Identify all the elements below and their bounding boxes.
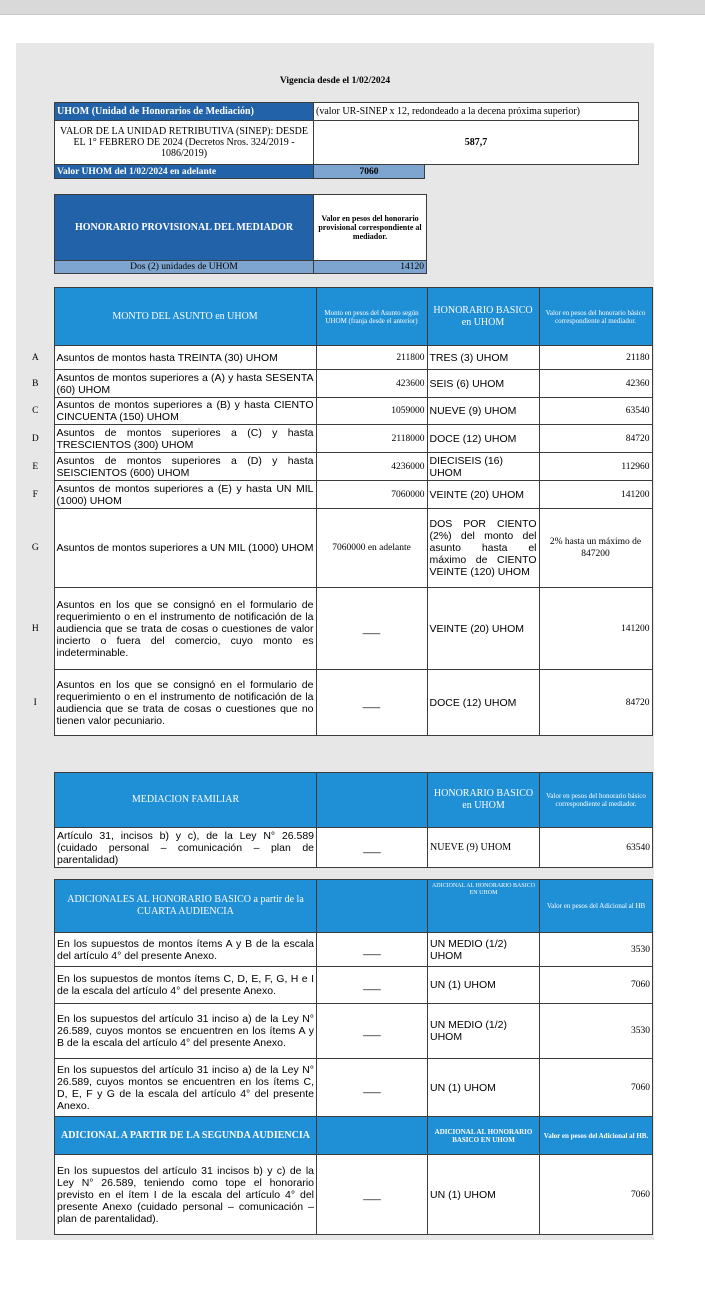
row-valor: 84720 [539,425,652,453]
provisional-col-header: Valor en pesos del honorario provisional correspondiente al mediador. [314,195,427,261]
row-desc: Asuntos de montos superiores a UN MIL (1000) UHOM [54,509,316,588]
sinep-label: VALOR DE LA UNIDAD RETRIBUTIVA (SINEP): DESDE EL 1° FEBRERO DE 2024 (Decretos Nros. 324/2019 - 1086/2019) [55,121,314,165]
escala-header-monto: MONTO DEL ASUNTO en UHOM [54,288,316,346]
sinep-value: 587,7 [314,121,639,165]
row-honorario: VEINTE (20) UHOM [427,481,539,509]
adicional-valor: 3530 [540,933,653,967]
row-honorario: SEIS (6) UHOM [427,370,539,398]
row-desc: Asuntos de montos superiores a (D) y hasta SEISCIENTOS (600) UHOM [54,453,316,481]
familiar-hb-header: HONORARIO BASICO en UHOM [428,773,540,828]
segunda-desc: En los supuestos del artículo 31 incisos b) y c) de la Ley N° 26.589, teniendo como tope el honorario previsto en el ítem I de la escala del artículo 4° del presente Anexo (cuidado personal – comunicación – plan de parentalidad). [55,1155,317,1235]
adicional-desc: En los supuestos de montos ítems A y B de la escala del artículo 4° del presente Anexo. [55,933,317,967]
adicional-honorario: UN MEDIO (1/2) UHOM [428,1004,540,1059]
row-honorario: TRES (3) UHOM [427,346,539,370]
familiar-pesos: ___ [317,828,428,868]
row-letter: A [17,346,54,370]
row-pesos: 1059000 [316,398,427,425]
row-letter: F [17,481,54,509]
row-letter: B [17,370,54,398]
adicional-pesos: ___ [317,1059,428,1117]
segunda-hb-header: ADICIONAL AL HONORARIO BASICO EN UHOM [428,1117,540,1155]
provisional-title: HONORARIO PROVISIONAL DEL MEDIADOR [55,195,314,261]
row-valor: 141200 [539,481,652,509]
row-pesos: 2118000 [316,425,427,453]
segunda-header-empty [317,1117,428,1155]
row-honorario: DOCE (12) UHOM [427,670,539,736]
row-valor: 112960 [539,453,652,481]
segunda-header: ADICIONAL A PARTIR DE LA SEGUNDA AUDIENCIA [55,1117,317,1155]
segunda-valor: 7060 [540,1155,653,1235]
adicionales-header-empty [317,880,428,933]
familiar-desc: Artículo 31, incisos b) y c), de la Ley N° 26.589 (cuidado personal – comunicación – plan de parentalidad) [55,828,317,868]
familiar-valor-header: Valor en pesos del honorario básico correspondiente al mediador. [540,773,653,828]
valor-uhom-table [54,164,425,179]
familiar-table [54,772,653,868]
row-valor: 21180 [539,346,652,370]
valor-uhom-label: Valor UHOM del 1/02/2024 en adelante [55,165,314,179]
row-letter: E [17,453,54,481]
segunda-honorario: UN (1) UHOM [428,1155,540,1235]
row-pesos: 7060000 en adelante [316,509,427,588]
row-letter: G [17,509,54,588]
escala-table [17,287,653,736]
row-desc: Asuntos de montos superiores a (E) y hasta UN MIL (1000) UHOM [54,481,316,509]
row-letter: C [17,398,54,425]
escala-header-pesos: Monto en pesos del Asunto según UHOM (franja desde el anterior) [316,288,427,346]
row-pesos: ___ [316,588,427,670]
provisional-table [54,194,427,274]
row-desc: Asuntos de montos superiores a (B) y hasta CIENTO CINCUENTA (150) UHOM [54,398,316,425]
row-desc: Asuntos de montos superiores a (A) y hasta SESENTA (60) UHOM [54,370,316,398]
adicional-honorario: UN (1) UHOM [428,1059,540,1117]
row-valor: 63540 [539,398,652,425]
provisional-value: 14120 [314,261,427,274]
segunda-valor-header: Valor en pesos del Adicional al HB. [540,1117,653,1155]
row-desc: Asuntos de montos hasta TREINTA (30) UHOM [54,346,316,370]
adicionales-table [54,879,653,1235]
adicional-desc: En los supuestos de montos ítems C, D, E, F, G, H e I de la escala del artículo 4° del presente Anexo. [55,967,317,1004]
valor-uhom-value: 7060 [314,165,425,179]
uhom-table [54,102,639,165]
row-letter: I [17,670,54,736]
row-desc: Asuntos en los que se consignó en el formulario de requerimiento o en el instrumento de notificación de la audiencia que se trata de cosas o cuestiones de valor incierto o fuera del comercio, cuyo monto es indeterminable. [54,588,316,670]
row-honorario: NUEVE (9) UHOM [427,398,539,425]
adicional-pesos: ___ [317,933,428,967]
adicional-valor: 7060 [540,967,653,1004]
adicionales-hb-header: ADICIONAL AL HONORARIO BASICO EN UHOM [428,880,540,933]
uhom-label: UHOM (Unidad de Honorarios de Mediación) [55,103,314,121]
row-pesos: 7060000 [316,481,427,509]
vigencia-title: Vigencia desde el 1/02/2024 [279,76,391,86]
row-pesos: 211800 [316,346,427,370]
adicional-pesos: ___ [317,967,428,1004]
row-letter: H [17,588,54,670]
escala-corner [17,288,54,346]
adicionales-header: ADICIONALES AL HONORARIO BASICO a partir de la CUARTA AUDIENCIA [55,880,317,933]
adicionales-valor-header: Valor en pesos del Adicional al HB [540,880,653,933]
familiar-header: MEDIACION FAMILIAR [55,773,317,828]
adicional-desc: En los supuestos del artículo 31 inciso a) de la Ley N° 26.589, cuyos montos se encuentren en los ítems A y B de la escala del artículo 4° del presente Anexo. [55,1004,317,1059]
row-valor: 2% hasta un máximo de 847200 [539,509,652,588]
provisional-units: Dos (2) unidades de UHOM [55,261,314,274]
familiar-header-empty [317,773,428,828]
row-pesos: 4236000 [316,453,427,481]
adicional-valor: 7060 [540,1059,653,1117]
familiar-honorario: NUEVE (9) UHOM [428,828,540,868]
row-honorario: DOS POR CIENTO (2%) del monto del asunto hasta el máximo de CIENTO VEINTE (120) UHOM [427,509,539,588]
segunda-pesos: ___ [317,1155,428,1235]
row-pesos: ___ [316,670,427,736]
row-valor: 42360 [539,370,652,398]
row-honorario: DOCE (12) UHOM [427,425,539,453]
row-honorario: VEINTE (20) UHOM [427,588,539,670]
adicional-honorario: UN (1) UHOM [428,967,540,1004]
row-valor: 141200 [539,588,652,670]
uhom-formula: (valor UR-SINEP x 12, redondeado a la decena próxima superior) [314,103,639,121]
row-letter: D [17,425,54,453]
row-valor: 84720 [539,670,652,736]
row-honorario: DIECISEIS (16) UHOM [427,453,539,481]
escala-header-honorario: HONORARIO BASICO en UHOM [427,288,539,346]
row-desc: Asuntos de montos superiores a (C) y hasta TRESCIENTOS (300) UHOM [54,425,316,453]
adicional-pesos: ___ [317,1004,428,1059]
adicional-honorario: UN MEDIO (1/2) UHOM [428,933,540,967]
adicional-desc: En los supuestos del artículo 31 inciso a) de la Ley N° 26.589, cuyos montos se encuentren en los ítems C, D, E, F y G de la escala del artículo 4° del presente Anexo. [55,1059,317,1117]
familiar-valor: 63540 [540,828,653,868]
adicional-valor: 3530 [540,1004,653,1059]
row-pesos: 423600 [316,370,427,398]
escala-header-valor: Valor en pesos del honorario básico correspondiente al mediador. [539,288,652,346]
top-bar [0,0,705,15]
row-desc: Asuntos en los que se consignó en el formulario de requerimiento o en el instrumento de notificación de la audiencia que se trata de cosas o cuestiones que no tienen valor pecuniario. [54,670,316,736]
